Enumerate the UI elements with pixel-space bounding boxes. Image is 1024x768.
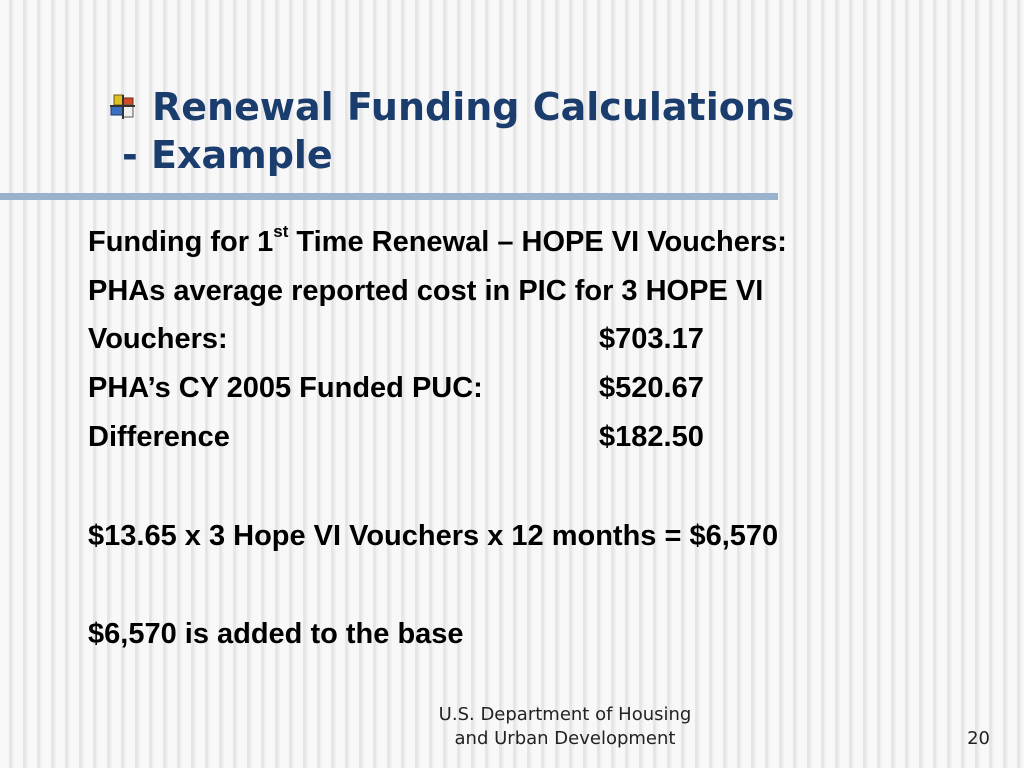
body-row	[88, 321, 704, 357]
conclusion-line: $6,570 is added to the base	[88, 618, 464, 650]
heading-ordinal-suffix: st	[273, 222, 289, 242]
body-row	[88, 419, 704, 455]
row-label: PHAs average reported cost in PIC for 3 HOPE VI	[88, 275, 764, 307]
heading-line	[88, 224, 787, 260]
heading-text-post: Time Renewal – HOPE VI Vouchers:	[288, 226, 787, 258]
title-divider	[0, 193, 778, 200]
row-value: $520.67	[599, 372, 704, 404]
footer-organization	[400, 703, 730, 751]
row-label: Vouchers:	[88, 323, 228, 355]
page-subtitle: - Example	[122, 133, 333, 177]
body-row	[88, 370, 704, 406]
footer-org-line1: U.S. Department of Housing	[438, 704, 692, 725]
row-label: Difference	[88, 421, 230, 453]
page-number: 20	[967, 728, 990, 749]
row-value: $182.50	[599, 421, 704, 453]
bullet-blocks-icon	[110, 94, 136, 120]
row-value: $703.17	[599, 323, 704, 355]
body-row	[88, 273, 763, 309]
row-label: PHA’s CY 2005 Funded PUC:	[88, 372, 483, 404]
footer-org-line2: and Urban Development	[454, 728, 676, 749]
calculation-line: $13.65 x 3 Hope VI Vouchers x 12 months = $6,570	[88, 520, 779, 552]
heading-text-pre: Funding for 1	[88, 226, 274, 258]
page-title: Renewal Funding Calculations	[152, 85, 795, 129]
